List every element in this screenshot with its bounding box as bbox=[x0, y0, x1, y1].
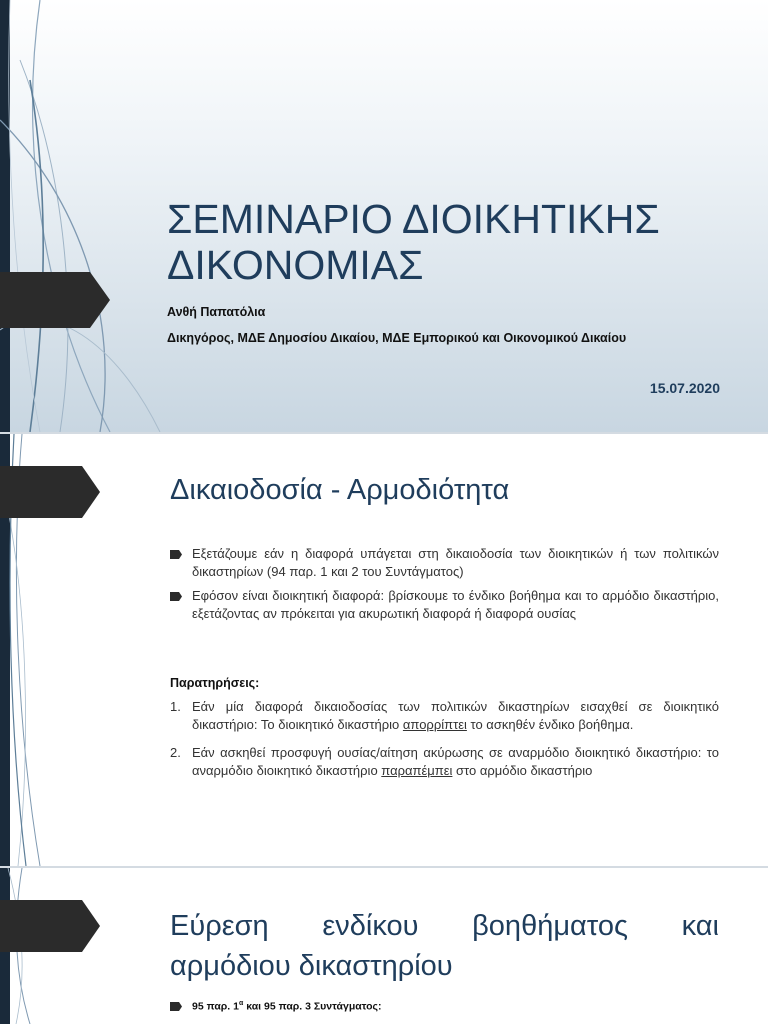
item-number: 1. bbox=[170, 699, 181, 714]
presentation-title: ΣΕΜΙΝΑΡΙΟ ΔΙΟΙΚΗΤΙΚΗΣ ΔΙΚΟΝΟΜΙΑΣ bbox=[167, 196, 660, 288]
author-role: Δικηγόρος, ΜΔΕ Δημοσίου Δικαίου, ΜΔΕ Εμπορικού και Οικονομικού Δικαίου bbox=[167, 331, 627, 345]
arrow-marker-icon bbox=[0, 466, 100, 518]
observations-list bbox=[170, 698, 719, 790]
arrow-marker-icon bbox=[0, 272, 110, 328]
slide-title: Δικαιοδοσία - Αρμοδιότητα bbox=[170, 474, 510, 506]
bullet-list bbox=[170, 545, 719, 629]
title-slide bbox=[0, 0, 768, 432]
author-name: Ανθή Παπατόλια bbox=[167, 305, 266, 319]
list-item: Εξετάζουμε εάν η διαφορά υπάγεται στη δικαιοδοσία των διοικητικών ή των πολιτικών δικαστηρίων (94 παρ. 1 και 2 του Συντάγματος) bbox=[170, 545, 719, 581]
slide-title: Εύρεση ενδίκου βοηθήματος και αρμόδιου δικαστηρίου bbox=[170, 910, 719, 982]
item-number: 2. bbox=[170, 745, 181, 760]
underlined-term: παραπέμπει bbox=[381, 763, 453, 778]
arrow-bullet-icon bbox=[170, 550, 182, 559]
arrow-bullet-icon bbox=[170, 592, 182, 601]
arrow-marker-icon bbox=[0, 900, 100, 952]
arrow-bullet-icon bbox=[170, 1002, 182, 1011]
list-item: 1. Εάν μία διαφορά δικαιοδοσίας των πολιτικών δικαστηρίων εισαχθεί σε διοικητικό δικαστήριο: Το διοικητικό δικαστήριο απορρίπτει το ασκηθέν ένδικο βοήθημα. bbox=[170, 699, 719, 732]
presentation-date: 15.07.2020 bbox=[649, 380, 720, 396]
underlined-term: απορρίπτει bbox=[402, 717, 467, 732]
observations-label: Παρατηρήσεις: bbox=[170, 676, 260, 690]
list-item: 2. Εάν ασκηθεί προσφυγή ουσίας/αίτηση ακύρωσης σε αναρμόδιο διοικητικό δικαστήριο: το αναρμόδιο διοικητικό δικαστήριο παραπέμπει στο αρμόδιο δικαστήριο bbox=[170, 745, 719, 778]
list-item: 95 παρ. $1^\alpha$ και 95 παρ. 3 Συντάγματος: bbox=[170, 1000, 381, 1013]
list-item: Εφόσον είναι διοικητική διαφορά: βρίσκουμε το ένδικο βοήθημα και το αρμόδιο δικαστήριο, εξετάζοντας αν πρόκειται για ακυρωτική διαφορά ή διαφορά ουσίας bbox=[170, 587, 719, 623]
